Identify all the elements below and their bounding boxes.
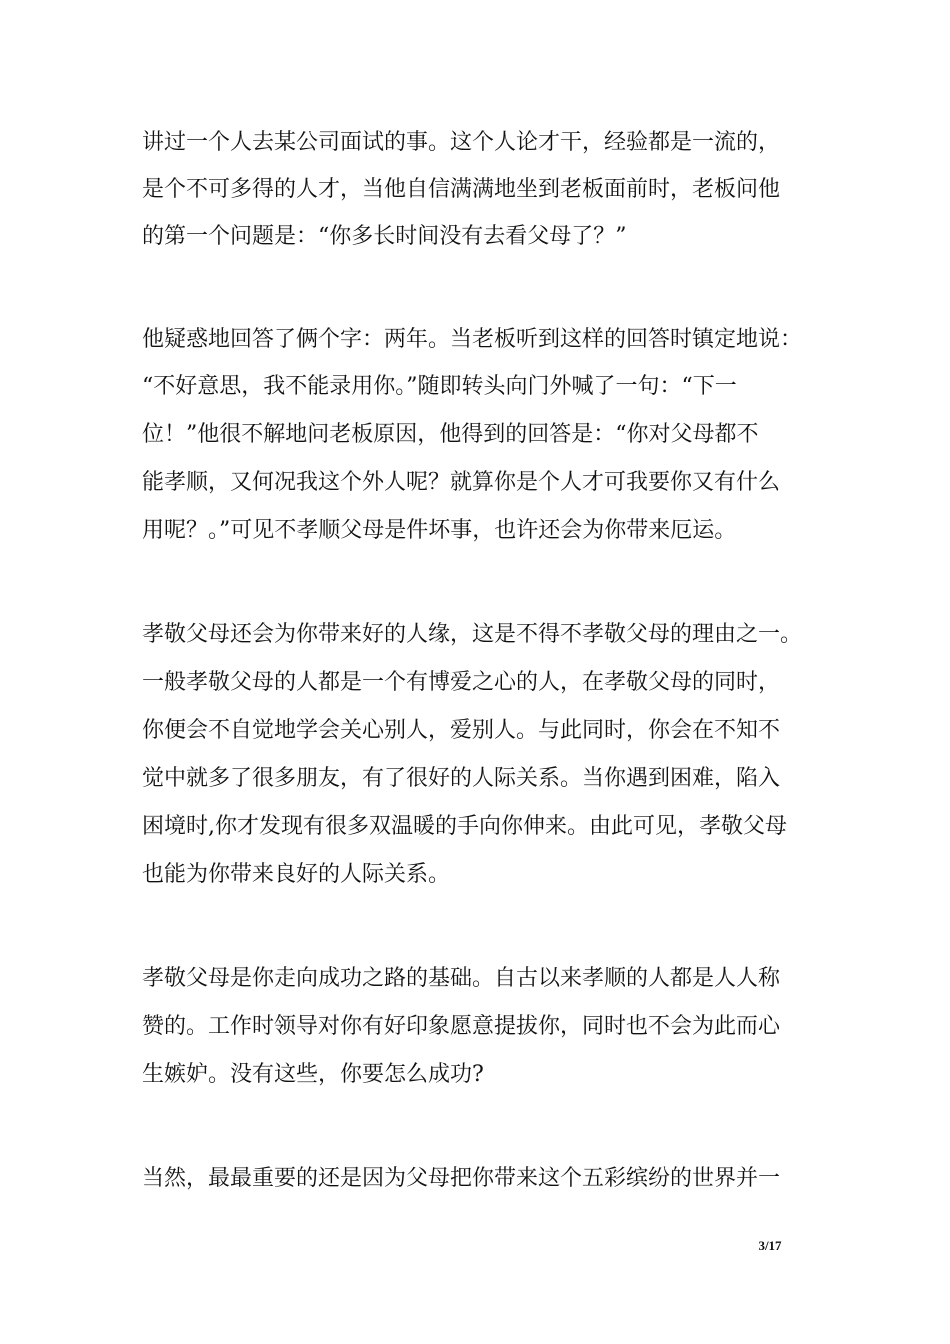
text-line: “不好意思，我不能录用你。”随即转头向门外喊了一句：“下一 <box>142 374 737 399</box>
text-line: 赞的。工作时领导对你有好印象愿意提拔你，同时也不会为此而心 <box>142 1014 781 1039</box>
page-number: 3/17 <box>758 1238 782 1253</box>
text-line: 用呢？。”可见不孝顺父母是件坏事，也许还会为你带来厄运。 <box>142 518 737 543</box>
text-line: 一般孝敬父母的人都是一个有博爱之心的人，在孝敬父母的同时， <box>142 670 781 695</box>
text-line: 讲过一个人去某公司面试的事。这个人论才干，经验都是一流的， <box>142 130 781 155</box>
text-line: 也能为你带来良好的人际关系。 <box>142 862 451 887</box>
text-line: 孝敬父母还会为你带来好的人缘，这是不得不孝敬父母的理由之一。 <box>142 622 803 647</box>
text-line: 能孝顺，又何况我这个外人呢？就算你是个人才可我要你又有什么 <box>142 470 781 495</box>
text-line: 他疑惑地回答了俩个字：两年。当老板听到这样的回答时镇定地说： <box>142 327 803 352</box>
text-line: 是个不可多得的人才，当他自信满满地坐到老板面前时，老板问他 <box>142 177 781 202</box>
text-line: 生嫉妒。没有这些，你要怎么成功? <box>142 1062 484 1087</box>
text-line: 当然，最最重要的还是因为父母把你带来这个五彩缤纷的世界并一 <box>142 1166 781 1191</box>
text-line: 孝敬父母是你走向成功之路的基础。自古以来孝顺的人都是人人称 <box>142 966 781 991</box>
text-line: 困境时,你才发现有很多双温暖的手向你伸来。由此可见，孝敬父母 <box>142 814 787 839</box>
text-line: 的第一个问题是：“你多长时间没有去看父母了？” <box>142 224 627 249</box>
text-line: 觉中就多了很多朋友，有了很好的人际关系。当你遇到困难，陷入 <box>142 766 781 791</box>
text-line: 你便会不自觉地学会关心别人，爱别人。与此同时，你会在不知不 <box>142 718 781 743</box>
text-line: 位！”他很不解地问老板原因，他得到的回答是：“你对父母都不 <box>142 422 759 447</box>
